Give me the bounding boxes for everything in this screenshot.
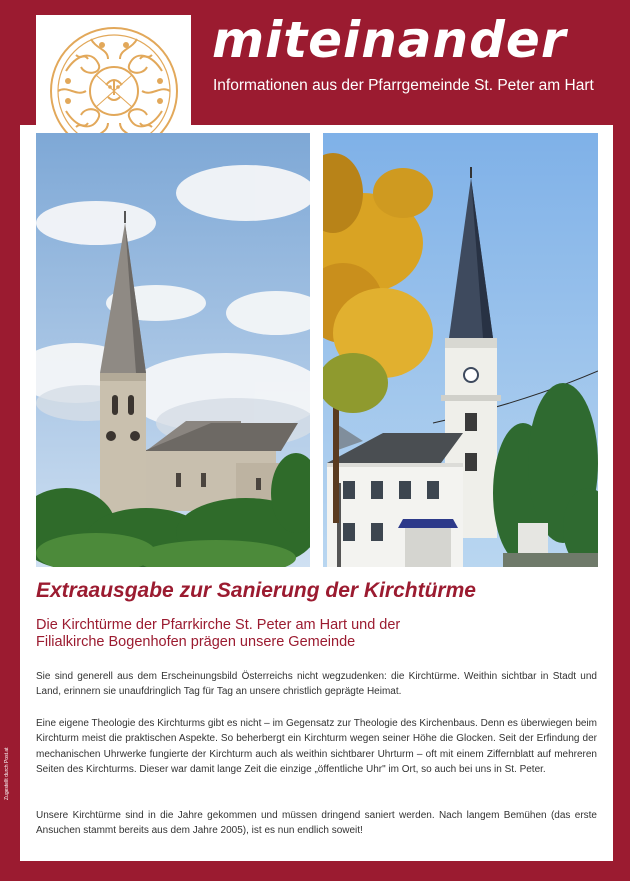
masthead-subtitle: Informationen aus der Pfarrgemeinde St. Peter am Hart	[213, 77, 594, 94]
postal-credit: Zugestellt durch Post.at	[4, 747, 10, 800]
subheadline-line-2: Filialkirche Bogenhofen prägen unsere Gemeinde	[36, 634, 356, 650]
parish-church-photo	[36, 133, 310, 567]
subheadline-line-1: Die Kirchtürme der Pfarrkirche St. Peter am Hart und der	[36, 617, 401, 633]
filial-church-photo	[323, 133, 598, 567]
article-paragraph: Unsere Kirchtürme sind in die Jahre gekommen und müssen dringend saniert werden. Nach langem Bemühen (das erste Ansuchen stammt bereits aus dem Jahre 2005), ist es nun endlich soweit!	[36, 810, 597, 837]
article-paragraph: Sie sind generell aus dem Erscheinungsbild Österreichs nicht wegzudenken: die Kirchtürme. Weithin sichtbar in Stadt und Land, erinnern sie unaufdringlich Tag für Tag an unsere christlich geprägte Heimat.	[36, 671, 597, 698]
article-subheadline	[36, 617, 596, 651]
masthead-title: miteinander	[212, 11, 567, 69]
article-paragraph: Eine eigene Theologie des Kirchturms gibt es nicht – im Gegensatz zur Theologie des Kirchenbaus. Denn es überwiegen beim Kirchturm meist die praktischen Aspekte. So beherbergt ein Kirchturm wegen seiner Höhe die Glocken. Seit der Erfindung der mechanischen Uhrwerke fungierte der Kirchturm auch als weithin sichtbarer Uhrturm – oft mit einem Ziffernblatt auf mehreren Seiten des Kirchturms. Dieser war damit lange Zeit die einzige „öffentliche Uhr" im Ort, so auch bei uns in St. Peter.	[36, 718, 597, 775]
article-headline: Extraausgabe zur Sanierung der Kirchtürme	[36, 579, 476, 602]
